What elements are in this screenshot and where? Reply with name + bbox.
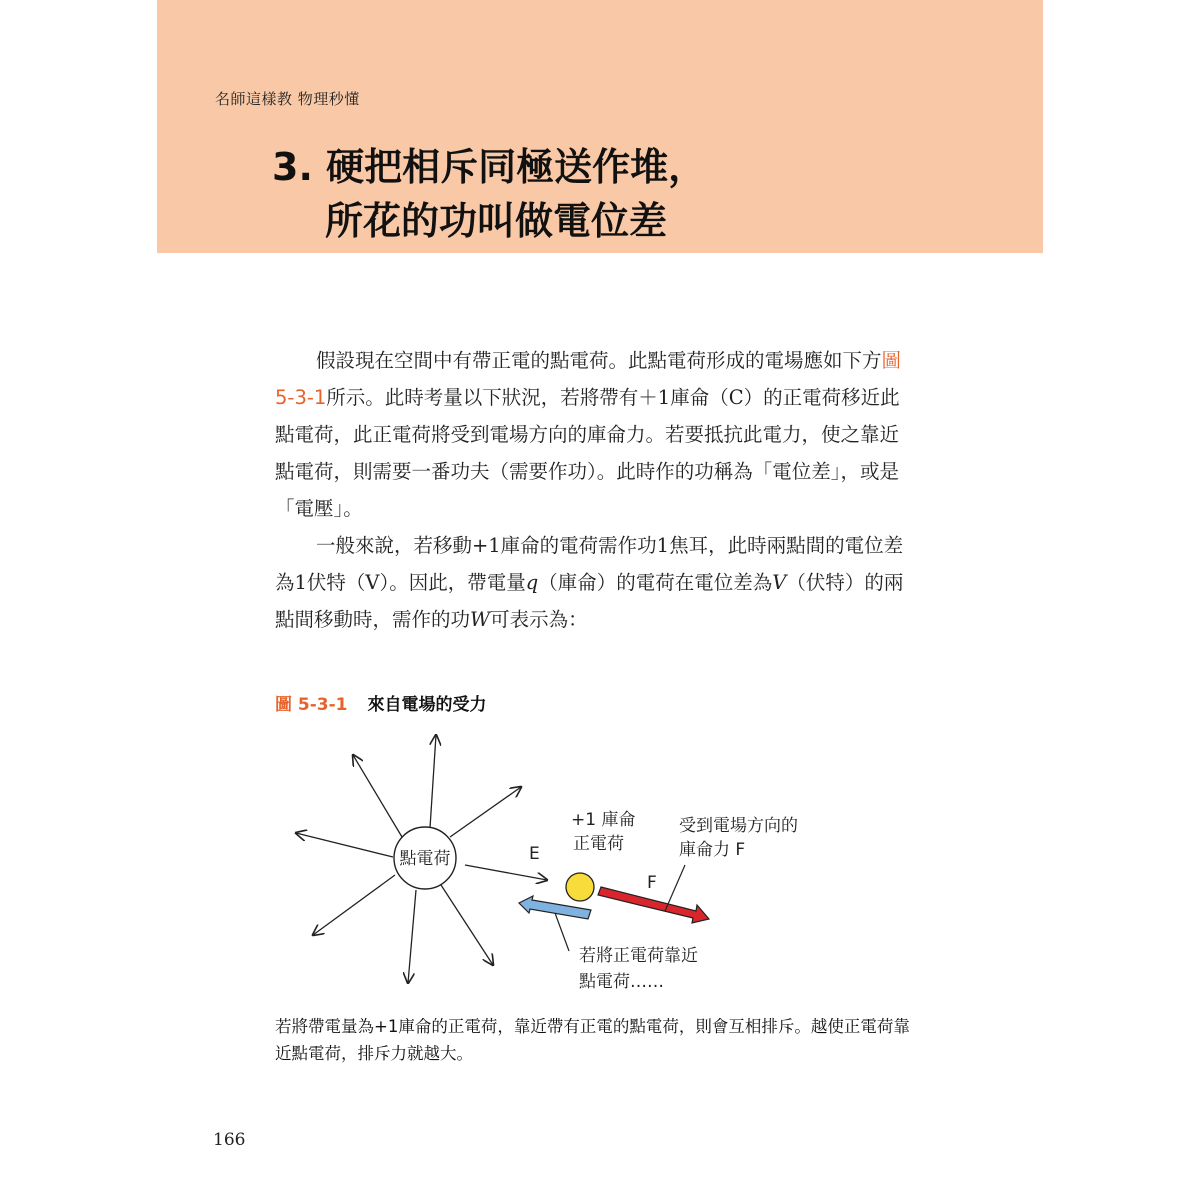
field-line-lower-right xyxy=(441,885,493,965)
figure-note: 若將帶電量為+1庫侖的正電荷，靠近帶有正電的點電荷，則會互相排斥。越使正電荷靠近點電荷，排斥力就越大。 xyxy=(275,1017,910,1063)
p2-text-b: （庫侖）的電荷在電位差為 xyxy=(538,571,773,594)
point-charge-label: 點電荷 xyxy=(399,849,451,869)
chapter-title-line2: 所花的功叫做電位差 xyxy=(325,199,668,243)
p2-text-a: 一般來說，若移動+1庫侖的電荷需作功1焦耳，此時兩點間的電位差為1伏特（V）。因此，帶電量 xyxy=(275,534,904,594)
running-head: 名師這樣教 物理秒懂 xyxy=(215,90,360,108)
force-caption-1: 受到電場方向的 xyxy=(679,816,798,836)
chapter-title xyxy=(272,140,706,248)
paragraph-1 xyxy=(275,342,915,527)
paragraph-2 xyxy=(275,527,915,638)
field-line-up xyxy=(430,735,436,828)
figure-caption xyxy=(275,690,487,715)
symbol-w: W xyxy=(470,608,491,631)
chapter-title-line1: 3. 硬把相斥同極送作堆， xyxy=(272,145,707,189)
symbol-v: V xyxy=(772,571,787,594)
positive-test-charge xyxy=(566,873,594,901)
field-label-e: E xyxy=(529,844,540,864)
force-leader-line xyxy=(665,865,685,911)
field-line-left xyxy=(296,833,393,857)
field-line-lower-left xyxy=(313,875,395,935)
p2-text-c: （伏特）的兩點間移動時，需作的功 xyxy=(275,571,904,631)
figure-title: 來自電場的受力 xyxy=(367,695,487,715)
p2-text-d: 可表示為： xyxy=(490,608,588,631)
figure-number: 圖 5-3-1 xyxy=(275,695,348,715)
field-line-upper-right xyxy=(450,787,521,837)
figure-reference: 圖 5-3-1 xyxy=(275,349,901,409)
force-caption-2: 庫侖力 F xyxy=(679,840,746,860)
symbol-q: q xyxy=(525,571,539,594)
approach-caption-2: 點電荷…… xyxy=(579,972,664,992)
approach-leader-line xyxy=(555,913,569,951)
p1-text-a: 假設現在空間中有帶正電的點電荷。此點電荷形成的電場應如下方 xyxy=(315,349,882,372)
approach-caption-1: 若將正電荷靠近 xyxy=(579,946,698,966)
force-label-f: F xyxy=(647,873,657,893)
body-text xyxy=(275,342,915,638)
positive-charge-label-1: +1 庫侖 xyxy=(571,810,636,830)
field-line-right xyxy=(465,865,547,880)
p1-text-b: 所示。此時考量以下狀況，若將帶有＋1庫侖（C）的正電荷移近此點電荷，此正電荷將受到電場方向的庫侖力。若要抵抗此電力，使之靠近點電荷，則需要一番功夫（需要作功）。此時作的功稱為「電位差」，或是「電壓」。 xyxy=(275,386,900,520)
positive-charge-label-2: 正電荷 xyxy=(573,834,624,854)
field-line-upper-left xyxy=(353,755,402,837)
page-number: 166 xyxy=(213,1130,246,1150)
electric-field-diagram xyxy=(275,725,915,1010)
field-line-down xyxy=(408,890,416,983)
